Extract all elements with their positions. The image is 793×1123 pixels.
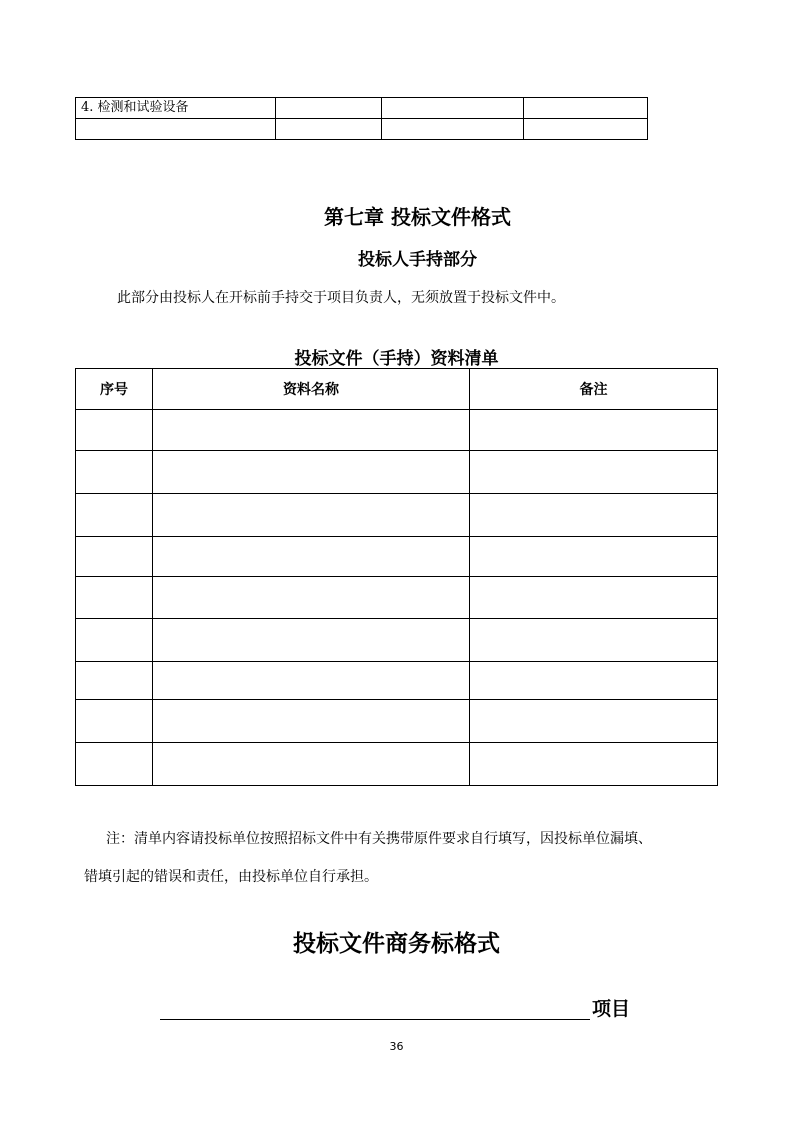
table-cell	[470, 743, 718, 786]
table-cell	[470, 619, 718, 662]
table-cell	[524, 119, 648, 140]
project-name-blank-line	[160, 1019, 590, 1020]
table-cell	[276, 119, 382, 140]
list-title: 投标文件（手持）资料清单	[294, 349, 499, 369]
table-row	[76, 98, 648, 119]
table-cell	[76, 451, 153, 494]
chapter-title: 第七章 投标文件格式	[324, 205, 511, 229]
table-row	[76, 577, 718, 619]
note-line-2: 错填引起的错误和责任，由投标单位自行承担。	[84, 869, 378, 885]
header-remarks: 备注	[470, 369, 718, 410]
table-cell	[524, 98, 648, 119]
table-cell	[470, 451, 718, 494]
table-row	[76, 451, 718, 494]
table-cell	[76, 662, 153, 700]
table-cell	[153, 743, 470, 786]
table-cell	[153, 451, 470, 494]
project-label: 项目	[592, 998, 631, 1020]
table-row	[76, 743, 718, 786]
table-row	[76, 662, 718, 700]
intro-text: 此部分由投标人在开标前手持交于项目负责人，无须放置于投标文件中。	[117, 290, 565, 306]
table-cell	[470, 700, 718, 743]
table-row	[76, 410, 718, 451]
table-cell	[470, 410, 718, 451]
table-cell	[76, 494, 153, 537]
header-serial-number: 序号	[76, 369, 153, 410]
table-cell	[153, 700, 470, 743]
table-cell	[153, 494, 470, 537]
table-row	[76, 537, 718, 577]
table-cell	[76, 743, 153, 786]
business-section-title: 投标文件商务标格式	[293, 931, 500, 957]
table-cell	[470, 537, 718, 577]
table-cell	[470, 494, 718, 537]
table-header-row	[76, 369, 718, 410]
table-cell	[276, 98, 382, 119]
table-row	[76, 619, 718, 662]
note-line-1: 注：清单内容请投标单位按照招标文件中有关携带原件要求自行填写，因投标单位漏填、	[106, 831, 652, 847]
page-number: 36	[389, 1040, 404, 1053]
equipment-table	[75, 97, 648, 140]
table-cell	[76, 119, 276, 140]
table-cell: 4. 检测和试验设备	[76, 98, 276, 119]
table-row	[76, 494, 718, 537]
table-cell	[153, 537, 470, 577]
table-cell	[76, 537, 153, 577]
header-document-name: 资料名称	[153, 369, 470, 410]
table-cell	[382, 98, 524, 119]
table-cell	[470, 662, 718, 700]
table-cell	[153, 619, 470, 662]
table-cell	[76, 410, 153, 451]
table-row	[76, 700, 718, 743]
table-cell	[76, 577, 153, 619]
table-cell	[382, 119, 524, 140]
table-row	[76, 119, 648, 140]
section-title: 投标人手持部分	[358, 250, 477, 270]
list-table-body	[76, 410, 718, 786]
table-cell	[153, 662, 470, 700]
table-cell	[470, 577, 718, 619]
table-cell	[76, 700, 153, 743]
table-cell	[153, 577, 470, 619]
table-cell	[76, 619, 153, 662]
table-cell	[153, 410, 470, 451]
document-list-table	[75, 368, 718, 786]
